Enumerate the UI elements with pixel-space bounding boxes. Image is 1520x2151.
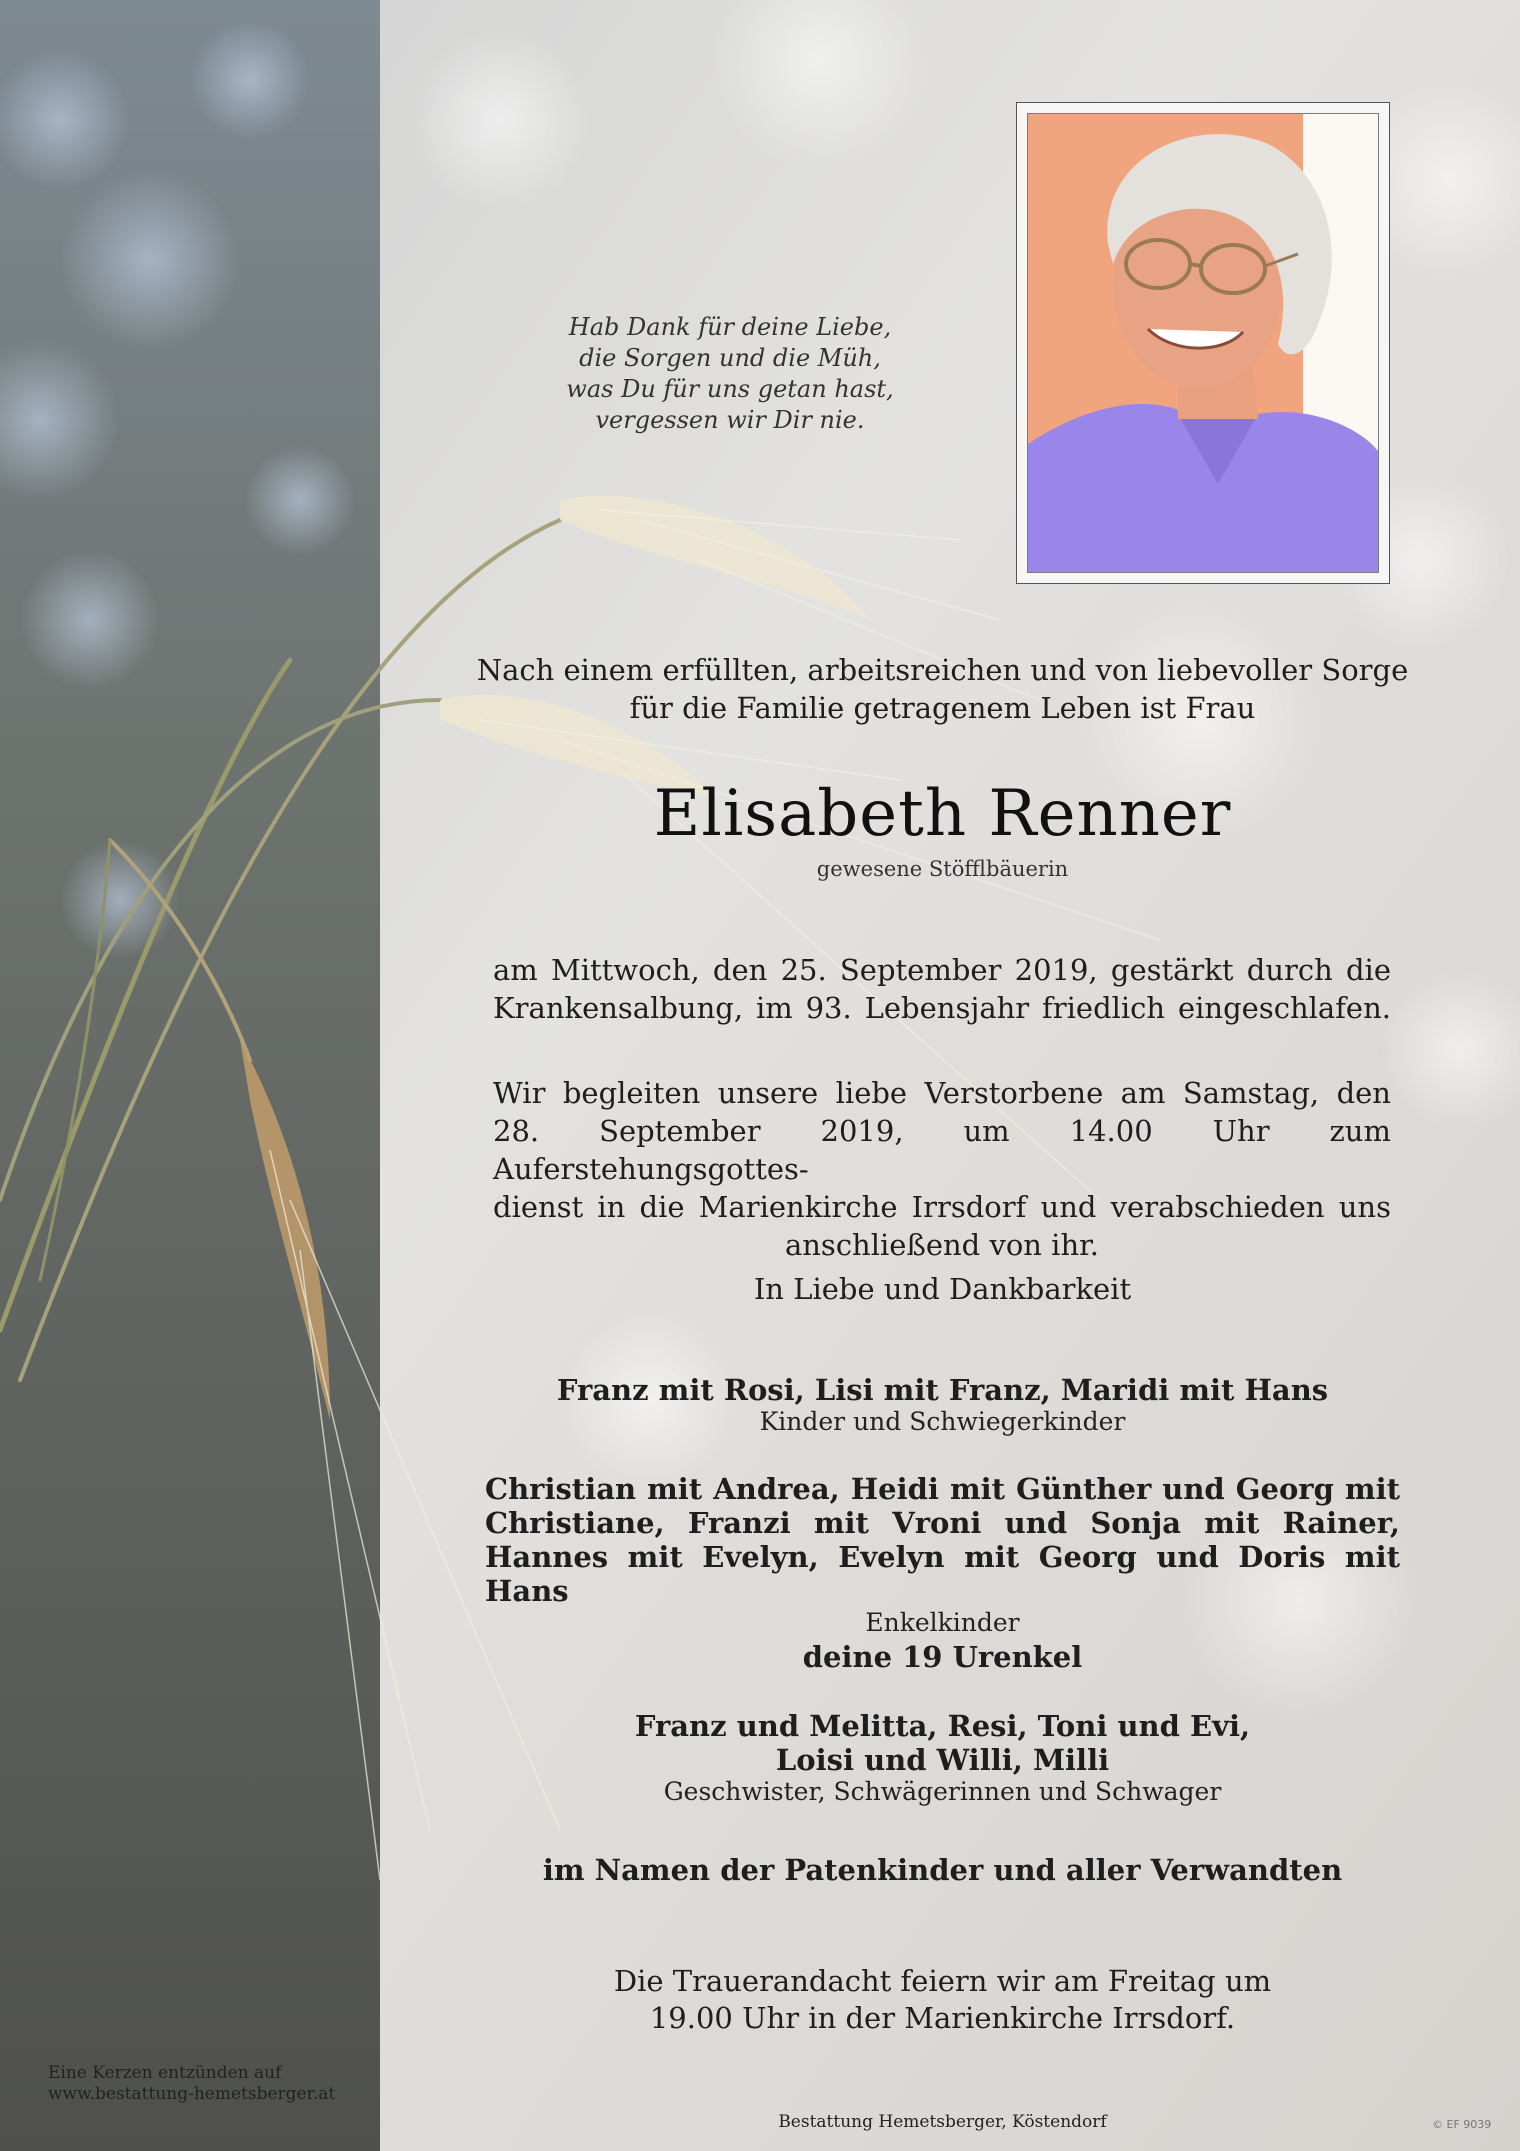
template-code: © EF 9039 <box>1432 2118 1492 2131</box>
candle-link[interactable] <box>48 2063 335 2105</box>
family-names: Christiane, Franzi mit Vroni und Sonja mit Rainer, <box>485 1506 1400 1540</box>
verse-line: vergessen wir Dir nie. <box>595 406 865 434</box>
notice-line: Krankensalbung, im 93. Lebensjahr friedlich eingeschlafen. <box>493 991 1391 1025</box>
family-grandchildren <box>485 1472 1400 1638</box>
family-others <box>440 1853 1445 1887</box>
notice-line: 28. September 2019, um 14.00 Uhr zum Auferstehungsgottes- <box>493 1114 1391 1186</box>
prayer-service-notice <box>440 1963 1445 2037</box>
notice-line: Die Trauerandacht feiern wir am Freitag um <box>613 1964 1272 1998</box>
family-role: Kinder und Schwiegerkinder <box>759 1407 1126 1436</box>
family-names: Christian mit Andrea, Heidi mit Günther und Georg mit <box>485 1472 1400 1506</box>
family-names: im Namen der Patenkinder und aller Verwandten <box>542 1853 1343 1887</box>
family-siblings <box>440 1709 1445 1807</box>
family-names: Franz mit Rosi, Lisi mit Franz, Maridi mit Hans <box>556 1373 1329 1407</box>
candle-text: Eine Kerzen entzünden auf <box>48 2063 282 2083</box>
family-names: deine 19 Urenkel <box>802 1640 1083 1674</box>
family-children <box>440 1373 1445 1437</box>
deceased-title: gewesene Stöfflbäuerin <box>816 857 1069 881</box>
verse-line: Hab Dank für deine Liebe, <box>568 313 892 341</box>
family-names: Franz und Melitta, Resi, Toni und Evi, <box>634 1709 1251 1743</box>
closing-text: In Liebe und Dankbarkeit <box>753 1272 1132 1306</box>
family-names: Loisi und Willi, Milli <box>775 1743 1110 1777</box>
candle-url[interactable]: www.bestattung-hemetsberger.at <box>48 2084 336 2104</box>
family-role: Enkelkinder <box>865 1608 1020 1637</box>
verse-line: was Du für uns getan hast, <box>566 375 894 403</box>
portrait-frame <box>1016 102 1390 584</box>
memorial-verse <box>520 312 940 436</box>
family-role: Geschwister, Schwägerinnen und Schwager <box>663 1777 1222 1806</box>
family-names: Hannes mit Evelyn, Evelyn mit Georg und Doris mit Hans <box>485 1540 1400 1608</box>
portrait-photo <box>1027 113 1379 573</box>
notice-line: anschließend von ihr. <box>784 1228 1100 1262</box>
notice-line: Wir begleiten unsere liebe Verstorbene am Samstag, den <box>493 1076 1391 1110</box>
deceased-name: Elisabeth Renner <box>653 777 1232 851</box>
notice-line: am Mittwoch, den 25. September 2019, gestärkt durch die <box>493 953 1391 987</box>
notice-line: dienst in die Marienkirche Irrsdorf und verabschieden uns <box>493 1190 1391 1224</box>
family-great-grandchildren <box>440 1640 1445 1674</box>
intro-line: Nach einem erfüllten, arbeitsreichen und von liebevoller Sorge <box>476 653 1409 687</box>
verse-line: die Sorgen und die Müh, <box>579 344 881 372</box>
funeral-notice <box>493 1074 1391 1264</box>
death-notice <box>493 951 1391 1027</box>
undertaker-name: Bestattung Hemetsberger, Köstendorf <box>778 2112 1107 2132</box>
intro-line: für die Familie getragenem Leben ist Frau <box>629 691 1256 725</box>
notice-line: 19.00 Uhr in der Marienkirche Irrsdorf. <box>649 2001 1236 2035</box>
intro-text <box>440 651 1445 727</box>
